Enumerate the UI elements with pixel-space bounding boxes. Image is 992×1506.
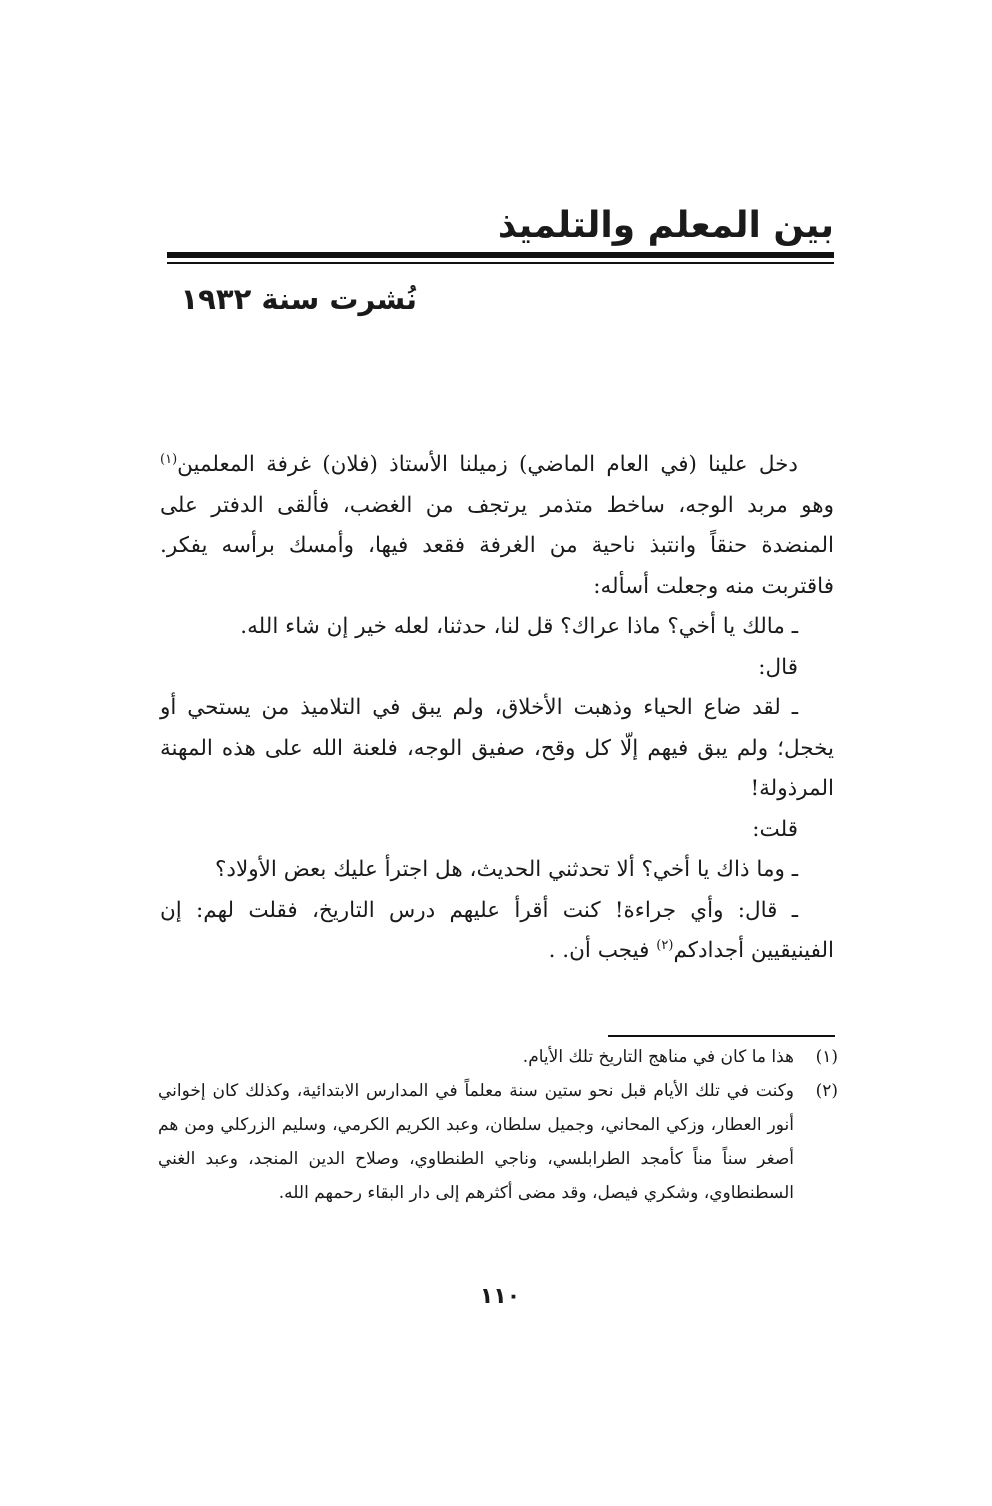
footnote-number: (٢) [815, 1081, 838, 1101]
page-number: ١١٠ [479, 1284, 521, 1309]
footnote-text: هذا ما كان في مناهج التاريخ تلك الأيام. [522, 1047, 794, 1067]
paragraph-1-text: دخل علينا (في العام الماضي) زميلنا الأستاذ (فلان) غرفة المعلمين [177, 452, 798, 477]
paragraph-5: قلت: [752, 816, 798, 842]
publication-date: نُشرت سنة ١٩٣٢ [180, 282, 417, 316]
paragraph-3: قال: [758, 654, 798, 680]
footnote-ref-1: (١) [160, 451, 178, 467]
footnotes [158, 1040, 838, 1210]
footnote-text: وكنت في تلك الأيام قبل نحو ستين سنة معلماً في المدارس الابتدائية، وكذلك كان إخواني أنور العطار، وزكي المحاني، وجميل سلطان، وعبد الكريم الكرمي، وسليم الزركلي ومن هم أصغر سناً مناً كأمجد الطرابلسي، وناجي الطنطاوي، وصلاح الدين المنجد، وعبد الغني السطنطاوي، وشكري فيصل، وقد مضى أكثرهم إلى دار البقاء رحمهم الله. [158, 1081, 794, 1203]
footnote-number: (١) [815, 1047, 838, 1067]
footnote-separator [608, 1035, 835, 1037]
paragraph-1 [160, 445, 834, 607]
paragraph-1-rest: وهو مربد الوجه، ساخط متذمر يرتجف من الغضب، فألقى الدفتر على المنضدة حنقاً وانتبذ ناحية من الغرفة فقعد فيها، وأمسك برأسه يفكر. فاقتربت منه وجعلت أسأله: [160, 492, 834, 599]
paragraph-2: ـ مالك يا أخي؟ ماذا عراك؟ قل لنا، حدثنا، لعله خير إن شاء الله. [240, 614, 798, 639]
title-rule-thick [167, 252, 834, 258]
paragraph-7-text: ـ قال: وأي جراءة! كنت أقرأ عليهم درس التاريخ، فقلت لهم: إن الفينيقيين أجدادكم [160, 897, 834, 963]
footnote-ref-2: (٢) [656, 937, 674, 953]
title-rule-thin [167, 262, 834, 264]
paragraph-7-rest: فيجب أن. . [548, 938, 657, 963]
body-text [160, 445, 834, 972]
footnote-2 [158, 1074, 838, 1210]
chapter-title: بين المعلم والتلميذ [497, 205, 834, 246]
footnote-1 [158, 1040, 838, 1074]
paragraph-6: ـ وما ذاك يا أخي؟ ألا تحدثني الحديث، هل اجترأ عليك بعض الأولاد؟ [215, 857, 798, 882]
paragraph-7 [160, 891, 834, 972]
paragraph-4: ـ لقد ضاع الحياء وذهبت الأخلاق، ولم يبق في التلاميذ من يستحي أو يخجل؛ ولم يبق فيهم إلّا كل وقح، صفيق الوجه، فلعنة الله على هذه المهنة المرذولة! [160, 695, 834, 801]
